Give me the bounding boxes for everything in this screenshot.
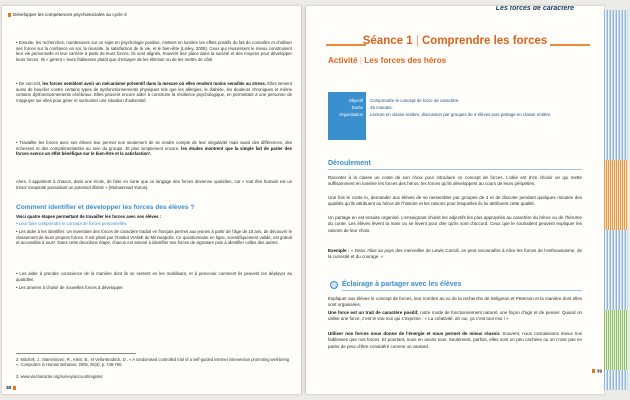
left-paragraph-1: • Ensuite, les recherches, nombreuses sur ce sujet en psychologie positive, mettent en lumière les effets positifs du fait de connaître et d’utiliser ses forces sur la confiance en soi, la réussite, la satisfaction de la vie, et le bien-être (Linley, 2008). Ceux qui réussissent le mieux construisent leur vie personnelle et leur carrière à partir de leurs forces. Ils sont alignés, trouvent leur place dans la société et des moyens pour développer leurs forces. Ils « gèrent » leurs faiblesses plutôt que d’essayer de les éliminer ou de les mettre de côté. [16, 40, 292, 62]
footnote-3: 3. www.viacharacter.org/survey/account/register [16, 374, 103, 379]
seance-label: Séance 1 [362, 35, 413, 47]
deroulement-rule [328, 169, 582, 170]
duration-value: 45 minutes. [370, 105, 393, 110]
left-paragraph-3: • Travailler les forces avec ses élèves leur permet non seulement de se rendre compte de leur singularité mais aussi des différences, des richesses et des complémentarités au sein du groupe. Et plus simplement encore, les études montrent que la simple fait de parler des forces exerce un effet bénéfique sur le bien-être et la satisfaction². [16, 140, 293, 156]
right-page-header: Les forces de caractère [495, 6, 574, 12]
left-bullet-4: • Les amener à choisir de nouvelles forces à développer. [16, 285, 124, 290]
organisation-value: Lecture en classe entière, discussion par groupes de 4 élèves puis partage en classe entière. [370, 112, 552, 117]
eclairage-paragraph-3: Utiliser nos forces nous donne de l’énergie et nous permet de mieux réussir. Souvent, nous connaissons mieux nos faiblesses que nos forces. Et pourtant, nous en avons tous. Seulement, parfois, elles sont un peu cachées ou on n’ose pas en parler de peur d’être considéré comme un vantard. [328, 331, 583, 349]
deroulement-paragraph-1: Raconter à la classe un conte de son choix pour introduire ce concept de forces. L’idée est d’en choisir un qui mette suffisamment en lumière les forces des héros, les forces qu’ils développent au cours de leurs péripéties. [328, 175, 582, 187]
left-bullet-3: • Les aider à prendre conscience de la manière dont ils se sentent en les mobilisant, et à percevoir comment ils peuvent les déployer au quotidien. [16, 271, 292, 282]
deroulement-title: Déroulement [328, 160, 371, 167]
right-page-number: 39 [592, 369, 602, 374]
activite-label: Activité [328, 56, 358, 65]
left-page [2, 6, 301, 394]
left-paragraph-4: Alors, il appartient à chacun, dans une école, de faire en sorte que ce langage des forces devienne quotidien, car « tout être humain est un trésor inexploité possédant un potentiel illimité » (Muhammad Yunus). [16, 179, 292, 190]
objectives-box [328, 92, 580, 140]
footnote-2: 2. Mitchell, J., Stanimirovic, R., Klein, B., et Vella-Brodrick, D., « A randomised controlled trial of a self-guided internet intervention promoting well-being », Computers in Human Behavior, 2009, 25(3), p. 749-760. [16, 357, 290, 368]
activite-name: Les forces des héros [364, 56, 447, 65]
eclairage-rule [342, 290, 582, 291]
right-page [306, 6, 604, 394]
left-section-intro: Voici quatre étapes permettant de travailler les forces avec ses élèves : [16, 214, 162, 219]
left-paragraph-2: • De surcroît, les forces semblent avoir un mécanisme préventif dans la mesure où elles rendent moins sensible au stress. Elles servent aussi de bouclier contre certains types de dysfonctionnements physiques tels que les allergies, le diabète, les douleurs chroniques et même certains dysfonctionnements cérébraux. Elles peuvent encore aider à construire la résilience psychologique, en permettant à une personne de s’appuyer sur elles pour gérer et surmonter une situation d’adversité. [16, 81, 292, 103]
left-page-header: Développer les compétences psychosociales au cycle 3 [8, 12, 127, 17]
footnote-divider [16, 353, 136, 354]
objectives-labels [328, 92, 366, 140]
page-edges [604, 10, 628, 390]
left-page-number: 38 [6, 385, 16, 390]
deroulement-example: Exemple : « Dans Alice au pays des merveilles de Lewis Carroll, on peut reconnaître à Alice les forces de l’enthousiasme, de la curiosité et du courage. » [328, 248, 582, 260]
eclairage-title: Éclairage à partager avec les élèves [342, 281, 462, 288]
eclairage-paragraph-1: Expliquer aux élèves le concept de forces, leur nombre au vu de la recherche de Seligman et Peterson et la manière dont elles sont organisées. [328, 296, 582, 308]
objectives-values [370, 97, 580, 118]
lightbulb-icon [330, 281, 338, 289]
seance-title: Séance 1 | Comprendre les forces [362, 35, 548, 47]
organisation-label: Organisation [339, 112, 363, 117]
activite-title: Activité | Les forces des héros [328, 56, 447, 65]
deroulement-paragraph-2: Une fois le conte lu, demander aux élèves de se rassembler par groupes de 4 et de discuter pendant quelques minutes des qualités qu’ils attribuent au héros de l’histoire et les raisons pour lesquelles ils lui attribuent cette qualité. [328, 195, 582, 207]
left-bullet-1: • Leur faire comprendre le concept de forces personnelles. [16, 221, 128, 226]
seance-name: Comprendre les forces [422, 35, 548, 47]
deroulement-paragraph-3: Un partage en est ensuite organisé. L’enseignant choisit les adjectifs les plus appropriés au caractère du héros ou de l’héroïne du conte. Les élèves lèvent la main ou se lèvent pour dire qu’ils sont d’accord. Ceux que le souhaitent peuvent expliquer les raisons de leur choix. [328, 215, 582, 233]
eclairage-paragraph-2: Une force est un trait de caractère positif, notre mode de fonctionnement naturel, une façon d’agir et de penser. Quand on utilise une force, c’est le vrai moi qui s’exprime : « La créativité, ah oui, ça c’est tout moi ! » [328, 310, 582, 322]
duration-label: Durée [351, 105, 363, 110]
objective-label: Objectif [348, 98, 363, 103]
left-bullet-2: • Les aider à les identifier. Un inventaire des forces de caractère traduit en français permet aux jeunes à partir de l’âge de 10 ans, de découvrir le classement de leurs propres forces. Il est piloté par l’institut VIAME de Minneapolis. Ce questionnaire en ligne, scientifiquement validé, est gratuit et accessible à tous³. Dans cette deuxième étape, chacun est amené à identifier ses forces de signature puis à identifier celles des autres. [16, 229, 292, 245]
objective-value: Comprendre le concept de force de caractère. [370, 98, 460, 103]
seance-line-right [550, 44, 590, 46]
left-section-title: Comment identifier et développer les forces des élèves ? [16, 204, 195, 211]
